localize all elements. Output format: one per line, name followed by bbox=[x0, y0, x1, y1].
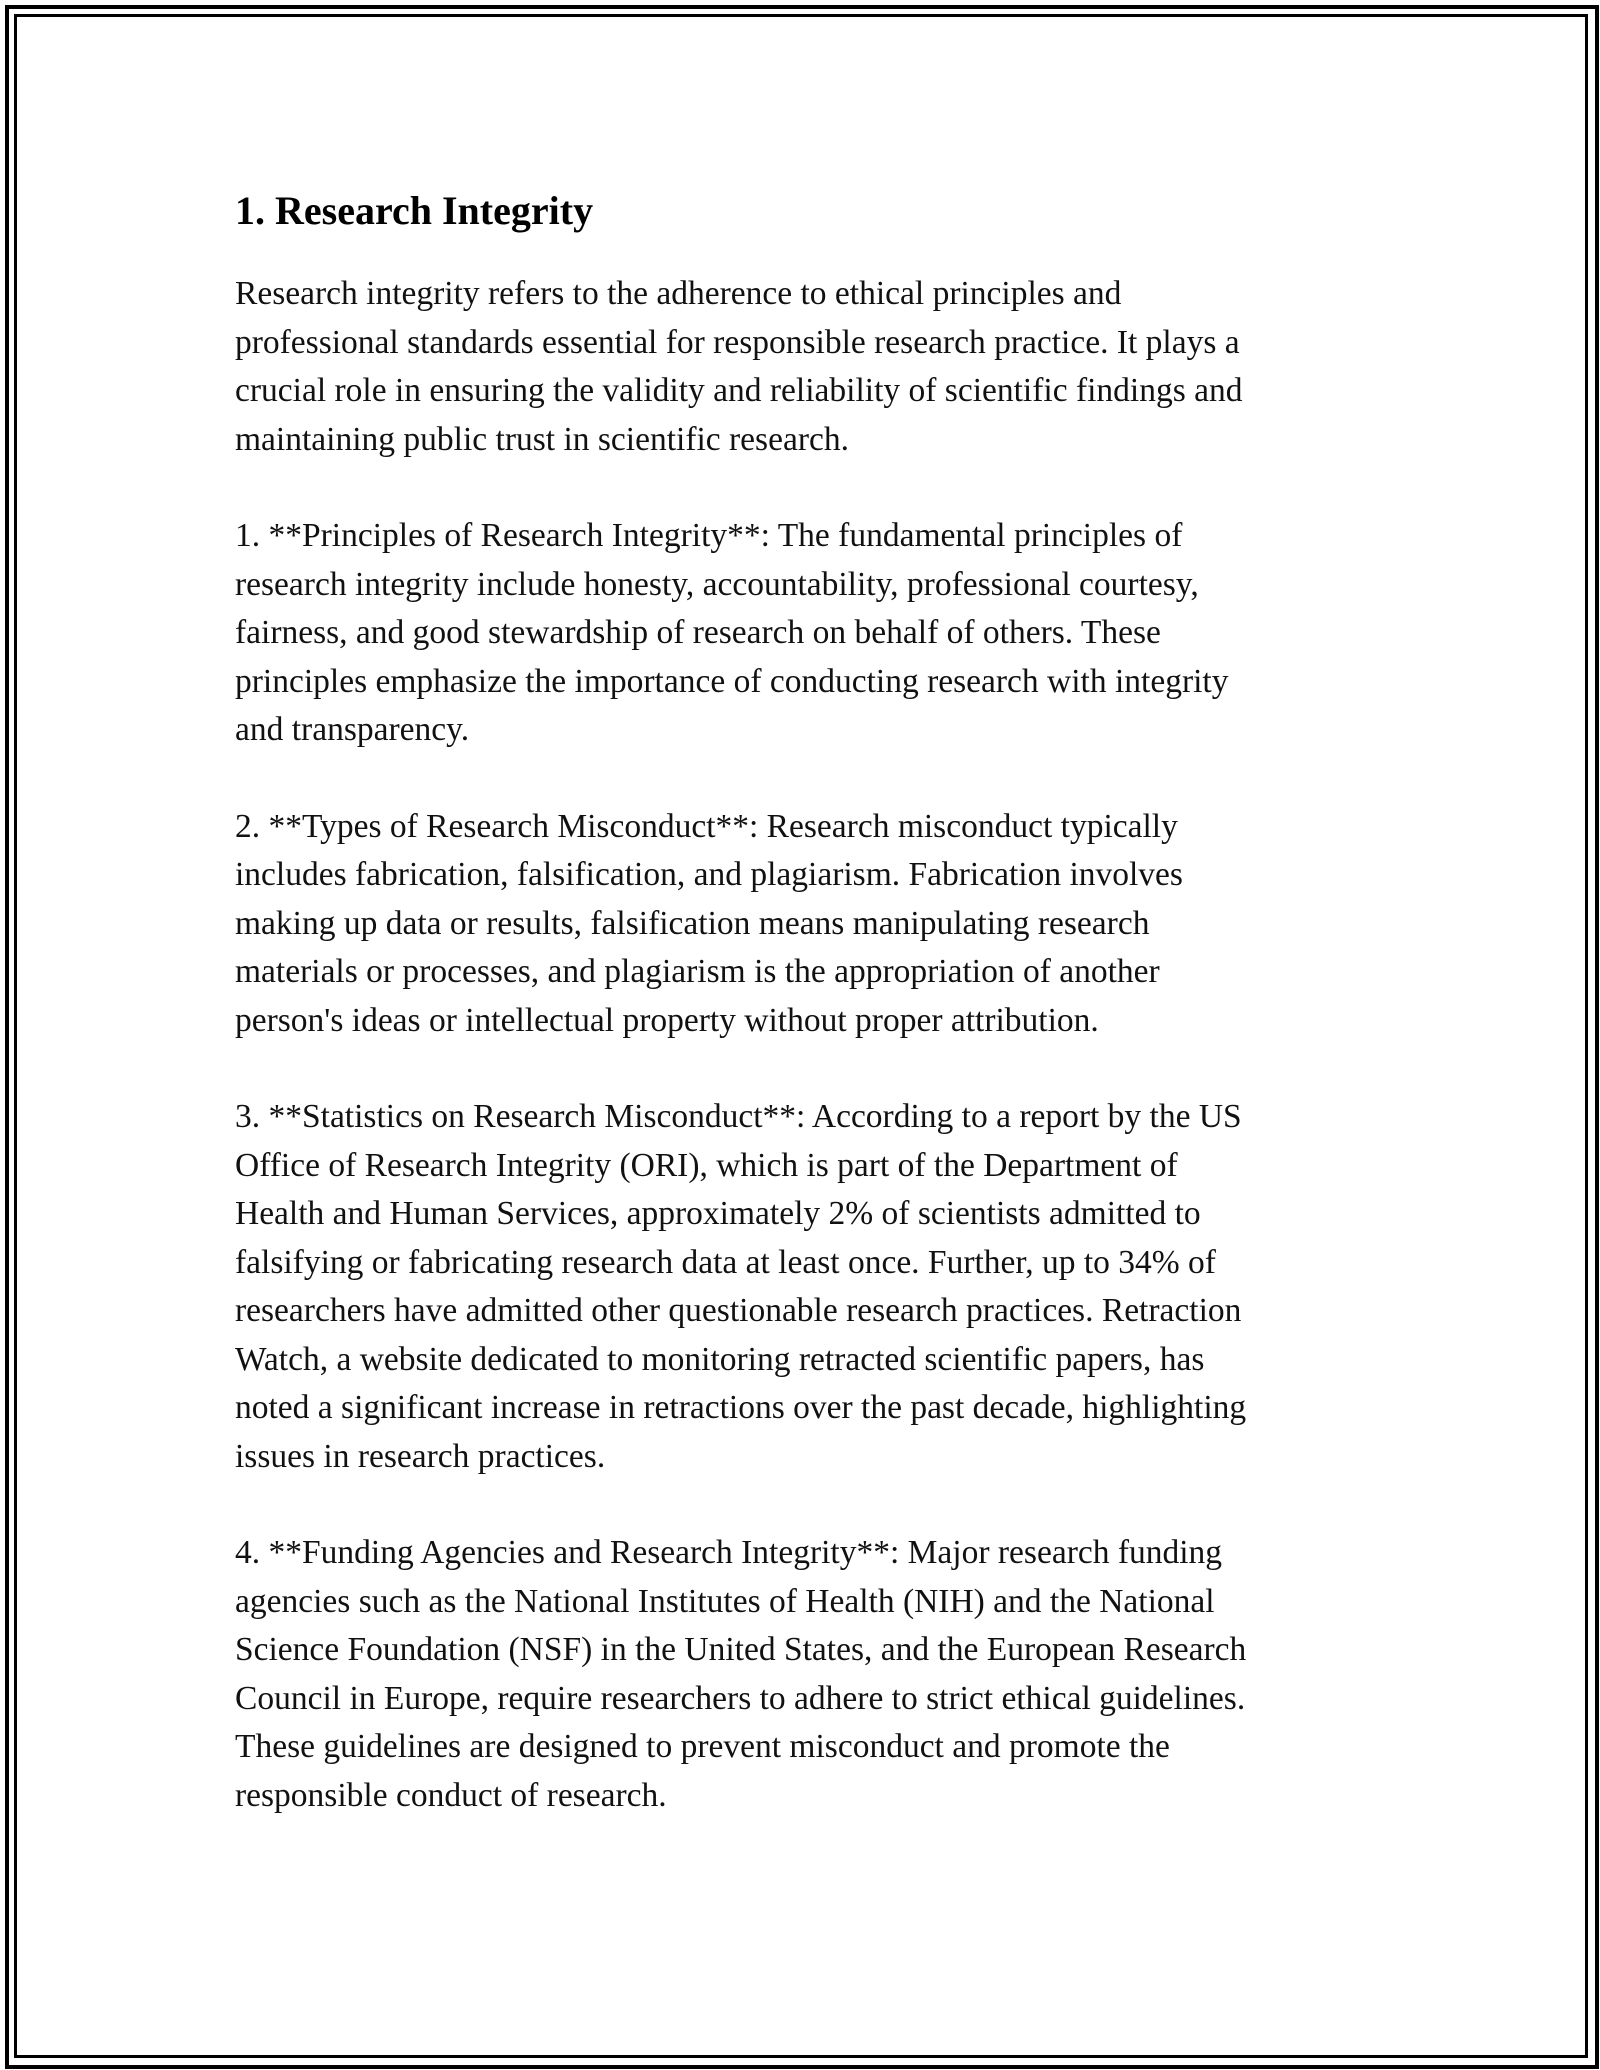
section-heading: 1. Research Integrity bbox=[235, 188, 594, 233]
misconduct-types-paragraph: 2. **Types of Research Misconduct**: Research misconduct typically includes fabrication, falsification, and plagiarism. Fabrication involves making up data or results, falsification means manipulating research materials or processes, and plagiarism is the appropriation of another person's ideas or intellectual property without proper attribution. bbox=[235, 807, 1183, 1039]
intro-paragraph: Research integrity refers to the adherence to ethical principles and professional standards essential for responsible research practice. It plays a crucial role in ensuring the validity and reliability of scientific findings and maintaining public trust in scientific research. bbox=[235, 275, 1243, 458]
funding-agencies-paragraph: 4. **Funding Agencies and Research Integrity**: Major research funding agencies such as the National Institutes of Health (NIH) and the National Science Foundation (NSF) in the United States, and the European Research Council in Europe, require researchers to adhere to strict ethical guidelines. These guidelines are designed to prevent misconduct and promote the responsible conduct of research. bbox=[235, 1534, 1247, 1814]
principles-paragraph: 1. **Principles of Research Integrity**: The fundamental principles of research integrity include honesty, accountability, professional courtesy, fairness, and good stewardship of research on behalf of others. These principles emphasize the importance of conducting research with integrity and transparency. bbox=[235, 517, 1229, 748]
statistics-paragraph: 3. **Statistics on Research Misconduct**: According to a report by the US Office of Research Integrity (ORI), which is part of the Department of Health and Human Services, approximately 2% of scientists admitted to falsifying or fabricating research data at least once. Further, up to 34% of researchers have admitted other questionable research practices. Retraction Watch, a website dedicated to monitoring retracted scientific papers, has noted a significant increase in retractions over the past decade, highlighting issues in research practices. bbox=[235, 1098, 1247, 1475]
document-body bbox=[235, 186, 1350, 1868]
